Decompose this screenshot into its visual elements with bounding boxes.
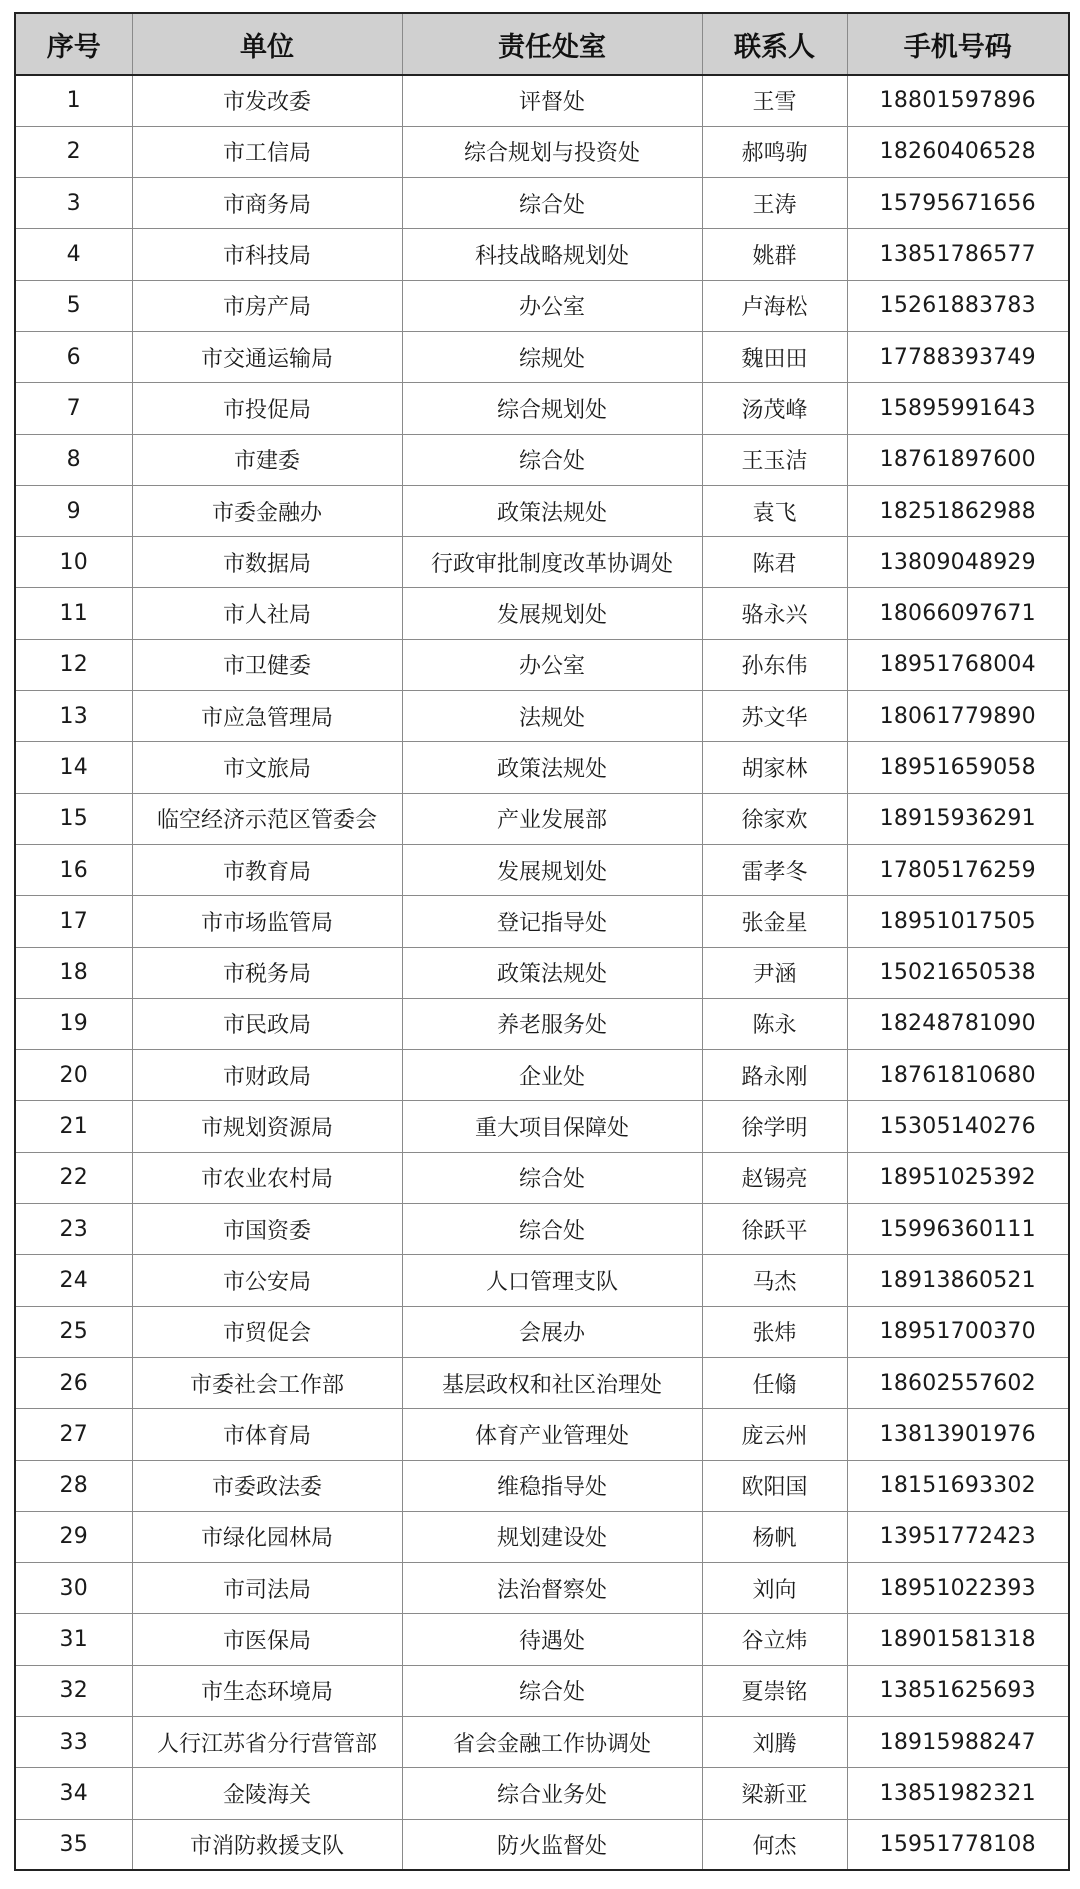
cell-unit: 市贸促会 bbox=[132, 1306, 402, 1357]
table-row bbox=[15, 1050, 1069, 1101]
cell-seq: 18 bbox=[15, 947, 132, 998]
cell-contact: 姚群 bbox=[702, 229, 847, 280]
cell-seq: 9 bbox=[15, 485, 132, 536]
cell-contact: 苏文华 bbox=[702, 691, 847, 742]
table-row bbox=[15, 1614, 1069, 1665]
table-row bbox=[15, 1255, 1069, 1306]
cell-phone: 13813901976 bbox=[847, 1409, 1069, 1460]
cell-unit: 市绿化园林局 bbox=[132, 1511, 402, 1562]
cell-department: 行政审批制度改革协调处 bbox=[402, 537, 702, 588]
cell-seq: 16 bbox=[15, 844, 132, 895]
cell-unit: 市国资委 bbox=[132, 1204, 402, 1255]
cell-department: 办公室 bbox=[402, 280, 702, 331]
cell-seq: 25 bbox=[15, 1306, 132, 1357]
cell-phone: 15021650538 bbox=[847, 947, 1069, 998]
table-row bbox=[15, 998, 1069, 1049]
contact-table-container bbox=[14, 12, 1068, 1871]
cell-contact: 陈永 bbox=[702, 998, 847, 1049]
table-row bbox=[15, 485, 1069, 536]
table-body bbox=[15, 75, 1069, 1870]
cell-phone: 18248781090 bbox=[847, 998, 1069, 1049]
cell-unit: 市发改委 bbox=[132, 75, 402, 126]
cell-seq: 4 bbox=[15, 229, 132, 280]
cell-department: 科技战略规划处 bbox=[402, 229, 702, 280]
cell-unit: 市商务局 bbox=[132, 178, 402, 229]
cell-department: 重大项目保障处 bbox=[402, 1101, 702, 1152]
cell-department: 政策法规处 bbox=[402, 947, 702, 998]
cell-contact: 卢海松 bbox=[702, 280, 847, 331]
cell-department: 法规处 bbox=[402, 691, 702, 742]
cell-seq: 26 bbox=[15, 1357, 132, 1408]
cell-unit: 金陵海关 bbox=[132, 1768, 402, 1819]
cell-unit: 市房产局 bbox=[132, 280, 402, 331]
cell-phone: 13851625693 bbox=[847, 1665, 1069, 1716]
cell-unit: 市生态环境局 bbox=[132, 1665, 402, 1716]
table-row bbox=[15, 178, 1069, 229]
cell-seq: 12 bbox=[15, 639, 132, 690]
cell-seq: 10 bbox=[15, 537, 132, 588]
header-seq: 序号 bbox=[15, 13, 132, 75]
cell-contact: 王玉洁 bbox=[702, 434, 847, 485]
cell-contact: 袁飞 bbox=[702, 485, 847, 536]
cell-seq: 35 bbox=[15, 1819, 132, 1870]
cell-phone: 18951700370 bbox=[847, 1306, 1069, 1357]
cell-department: 综合处 bbox=[402, 434, 702, 485]
cell-department: 综合处 bbox=[402, 1665, 702, 1716]
table-row bbox=[15, 896, 1069, 947]
cell-contact: 张炜 bbox=[702, 1306, 847, 1357]
cell-phone: 18951659058 bbox=[847, 742, 1069, 793]
cell-unit: 市规划资源局 bbox=[132, 1101, 402, 1152]
cell-contact: 庞云州 bbox=[702, 1409, 847, 1460]
cell-seq: 30 bbox=[15, 1563, 132, 1614]
table-row bbox=[15, 229, 1069, 280]
cell-unit: 市消防救援支队 bbox=[132, 1819, 402, 1870]
cell-unit: 市数据局 bbox=[132, 537, 402, 588]
cell-seq: 32 bbox=[15, 1665, 132, 1716]
cell-unit: 市卫健委 bbox=[132, 639, 402, 690]
cell-department: 登记指导处 bbox=[402, 896, 702, 947]
cell-phone: 17788393749 bbox=[847, 331, 1069, 382]
cell-department: 规划建设处 bbox=[402, 1511, 702, 1562]
cell-contact: 王雪 bbox=[702, 75, 847, 126]
cell-phone: 15895991643 bbox=[847, 383, 1069, 434]
cell-seq: 24 bbox=[15, 1255, 132, 1306]
cell-unit: 市委政法委 bbox=[132, 1460, 402, 1511]
cell-seq: 2 bbox=[15, 126, 132, 177]
cell-unit: 市市场监管局 bbox=[132, 896, 402, 947]
cell-department: 综合处 bbox=[402, 1204, 702, 1255]
cell-seq: 3 bbox=[15, 178, 132, 229]
header-row bbox=[15, 13, 1069, 75]
cell-unit: 市文旅局 bbox=[132, 742, 402, 793]
table-row bbox=[15, 1357, 1069, 1408]
cell-phone: 18602557602 bbox=[847, 1357, 1069, 1408]
table-row bbox=[15, 742, 1069, 793]
cell-seq: 14 bbox=[15, 742, 132, 793]
cell-unit: 市民政局 bbox=[132, 998, 402, 1049]
cell-seq: 22 bbox=[15, 1152, 132, 1203]
cell-contact: 胡家林 bbox=[702, 742, 847, 793]
cell-unit: 市税务局 bbox=[132, 947, 402, 998]
cell-phone: 13851982321 bbox=[847, 1768, 1069, 1819]
cell-contact: 路永刚 bbox=[702, 1050, 847, 1101]
cell-department: 综规处 bbox=[402, 331, 702, 382]
cell-phone: 18061779890 bbox=[847, 691, 1069, 742]
cell-seq: 27 bbox=[15, 1409, 132, 1460]
table-row bbox=[15, 588, 1069, 639]
cell-phone: 15951778108 bbox=[847, 1819, 1069, 1870]
cell-contact: 徐学明 bbox=[702, 1101, 847, 1152]
cell-phone: 18151693302 bbox=[847, 1460, 1069, 1511]
table-row bbox=[15, 1768, 1069, 1819]
cell-department: 政策法规处 bbox=[402, 485, 702, 536]
cell-department: 综合处 bbox=[402, 1152, 702, 1203]
contact-table bbox=[14, 12, 1070, 1871]
cell-contact: 张金星 bbox=[702, 896, 847, 947]
cell-department: 企业处 bbox=[402, 1050, 702, 1101]
table-row bbox=[15, 1819, 1069, 1870]
cell-phone: 13809048929 bbox=[847, 537, 1069, 588]
cell-department: 产业发展部 bbox=[402, 793, 702, 844]
cell-phone: 15305140276 bbox=[847, 1101, 1069, 1152]
cell-phone: 18066097671 bbox=[847, 588, 1069, 639]
cell-phone: 15261883783 bbox=[847, 280, 1069, 331]
cell-seq: 5 bbox=[15, 280, 132, 331]
cell-phone: 18260406528 bbox=[847, 126, 1069, 177]
cell-contact: 马杰 bbox=[702, 1255, 847, 1306]
cell-department: 政策法规处 bbox=[402, 742, 702, 793]
table-row bbox=[15, 383, 1069, 434]
cell-unit: 市委金融办 bbox=[132, 485, 402, 536]
cell-contact: 夏崇铭 bbox=[702, 1665, 847, 1716]
cell-department: 人口管理支队 bbox=[402, 1255, 702, 1306]
cell-contact: 陈君 bbox=[702, 537, 847, 588]
table-row bbox=[15, 537, 1069, 588]
cell-seq: 13 bbox=[15, 691, 132, 742]
table-row bbox=[15, 1665, 1069, 1716]
cell-seq: 19 bbox=[15, 998, 132, 1049]
cell-phone: 18801597896 bbox=[847, 75, 1069, 126]
cell-phone: 18761810680 bbox=[847, 1050, 1069, 1101]
table-row bbox=[15, 75, 1069, 126]
cell-unit: 市教育局 bbox=[132, 844, 402, 895]
cell-contact: 杨帆 bbox=[702, 1511, 847, 1562]
cell-seq: 31 bbox=[15, 1614, 132, 1665]
cell-unit: 市司法局 bbox=[132, 1563, 402, 1614]
cell-seq: 28 bbox=[15, 1460, 132, 1511]
cell-phone: 18251862988 bbox=[847, 485, 1069, 536]
cell-contact: 刘腾 bbox=[702, 1717, 847, 1768]
cell-seq: 23 bbox=[15, 1204, 132, 1255]
table-row bbox=[15, 280, 1069, 331]
table-row bbox=[15, 1409, 1069, 1460]
cell-seq: 1 bbox=[15, 75, 132, 126]
cell-seq: 15 bbox=[15, 793, 132, 844]
cell-contact: 谷立炜 bbox=[702, 1614, 847, 1665]
cell-phone: 18951017505 bbox=[847, 896, 1069, 947]
cell-contact: 王涛 bbox=[702, 178, 847, 229]
table-row bbox=[15, 1460, 1069, 1511]
cell-seq: 8 bbox=[15, 434, 132, 485]
table-row bbox=[15, 1511, 1069, 1562]
cell-seq: 11 bbox=[15, 588, 132, 639]
cell-phone: 13851786577 bbox=[847, 229, 1069, 280]
cell-unit: 人行江苏省分行营管部 bbox=[132, 1717, 402, 1768]
table-row bbox=[15, 1152, 1069, 1203]
cell-department: 省会金融工作协调处 bbox=[402, 1717, 702, 1768]
cell-department: 综合规划与投资处 bbox=[402, 126, 702, 177]
table-row bbox=[15, 1306, 1069, 1357]
cell-unit: 市应急管理局 bbox=[132, 691, 402, 742]
cell-contact: 徐家欢 bbox=[702, 793, 847, 844]
cell-seq: 34 bbox=[15, 1768, 132, 1819]
cell-contact: 赵锡亮 bbox=[702, 1152, 847, 1203]
cell-unit: 市人社局 bbox=[132, 588, 402, 639]
cell-department: 防火监督处 bbox=[402, 1819, 702, 1870]
cell-unit: 市医保局 bbox=[132, 1614, 402, 1665]
cell-unit: 市建委 bbox=[132, 434, 402, 485]
cell-department: 发展规划处 bbox=[402, 588, 702, 639]
cell-department: 基层政权和社区治理处 bbox=[402, 1357, 702, 1408]
cell-department: 会展办 bbox=[402, 1306, 702, 1357]
table-row bbox=[15, 1101, 1069, 1152]
header-unit: 单位 bbox=[132, 13, 402, 75]
cell-seq: 33 bbox=[15, 1717, 132, 1768]
cell-unit: 市投促局 bbox=[132, 383, 402, 434]
cell-seq: 20 bbox=[15, 1050, 132, 1101]
cell-contact: 魏田田 bbox=[702, 331, 847, 382]
header-contact: 联系人 bbox=[702, 13, 847, 75]
table-row bbox=[15, 1563, 1069, 1614]
cell-contact: 骆永兴 bbox=[702, 588, 847, 639]
cell-phone: 18901581318 bbox=[847, 1614, 1069, 1665]
cell-unit: 临空经济示范区管委会 bbox=[132, 793, 402, 844]
table-row bbox=[15, 844, 1069, 895]
cell-phone: 15996360111 bbox=[847, 1204, 1069, 1255]
cell-seq: 29 bbox=[15, 1511, 132, 1562]
cell-seq: 17 bbox=[15, 896, 132, 947]
cell-unit: 市工信局 bbox=[132, 126, 402, 177]
cell-phone: 18913860521 bbox=[847, 1255, 1069, 1306]
cell-unit: 市科技局 bbox=[132, 229, 402, 280]
cell-phone: 17805176259 bbox=[847, 844, 1069, 895]
cell-department: 待遇处 bbox=[402, 1614, 702, 1665]
cell-seq: 6 bbox=[15, 331, 132, 382]
cell-phone: 18915988247 bbox=[847, 1717, 1069, 1768]
cell-contact: 刘向 bbox=[702, 1563, 847, 1614]
cell-phone: 18951025392 bbox=[847, 1152, 1069, 1203]
table-row bbox=[15, 639, 1069, 690]
header-department: 责任处室 bbox=[402, 13, 702, 75]
cell-unit: 市农业农村局 bbox=[132, 1152, 402, 1203]
cell-unit: 市财政局 bbox=[132, 1050, 402, 1101]
cell-contact: 任翛 bbox=[702, 1357, 847, 1408]
cell-phone: 18951022393 bbox=[847, 1563, 1069, 1614]
table-row bbox=[15, 691, 1069, 742]
cell-department: 法治督察处 bbox=[402, 1563, 702, 1614]
table-row bbox=[15, 331, 1069, 382]
table-row bbox=[15, 1204, 1069, 1255]
cell-contact: 尹涵 bbox=[702, 947, 847, 998]
cell-unit: 市公安局 bbox=[132, 1255, 402, 1306]
cell-department: 维稳指导处 bbox=[402, 1460, 702, 1511]
cell-contact: 欧阳国 bbox=[702, 1460, 847, 1511]
table-row bbox=[15, 793, 1069, 844]
cell-contact: 汤茂峰 bbox=[702, 383, 847, 434]
cell-contact: 孙东伟 bbox=[702, 639, 847, 690]
table-row bbox=[15, 1717, 1069, 1768]
header-phone: 手机号码 bbox=[847, 13, 1069, 75]
cell-contact: 徐跃平 bbox=[702, 1204, 847, 1255]
table-row bbox=[15, 126, 1069, 177]
cell-unit: 市体育局 bbox=[132, 1409, 402, 1460]
cell-department: 综合处 bbox=[402, 178, 702, 229]
cell-contact: 何杰 bbox=[702, 1819, 847, 1870]
cell-contact: 梁新亚 bbox=[702, 1768, 847, 1819]
cell-contact: 郝鸣驹 bbox=[702, 126, 847, 177]
cell-phone: 13951772423 bbox=[847, 1511, 1069, 1562]
cell-phone: 18915936291 bbox=[847, 793, 1069, 844]
table-row bbox=[15, 947, 1069, 998]
cell-seq: 7 bbox=[15, 383, 132, 434]
table-row bbox=[15, 434, 1069, 485]
cell-department: 发展规划处 bbox=[402, 844, 702, 895]
cell-phone: 18951768004 bbox=[847, 639, 1069, 690]
cell-phone: 18761897600 bbox=[847, 434, 1069, 485]
cell-seq: 21 bbox=[15, 1101, 132, 1152]
cell-department: 综合规划处 bbox=[402, 383, 702, 434]
cell-department: 办公室 bbox=[402, 639, 702, 690]
table-header bbox=[15, 13, 1069, 75]
cell-unit: 市委社会工作部 bbox=[132, 1357, 402, 1408]
cell-department: 养老服务处 bbox=[402, 998, 702, 1049]
cell-unit: 市交通运输局 bbox=[132, 331, 402, 382]
cell-department: 评督处 bbox=[402, 75, 702, 126]
cell-department: 综合业务处 bbox=[402, 1768, 702, 1819]
cell-department: 体育产业管理处 bbox=[402, 1409, 702, 1460]
cell-contact: 雷孝冬 bbox=[702, 844, 847, 895]
cell-phone: 15795671656 bbox=[847, 178, 1069, 229]
